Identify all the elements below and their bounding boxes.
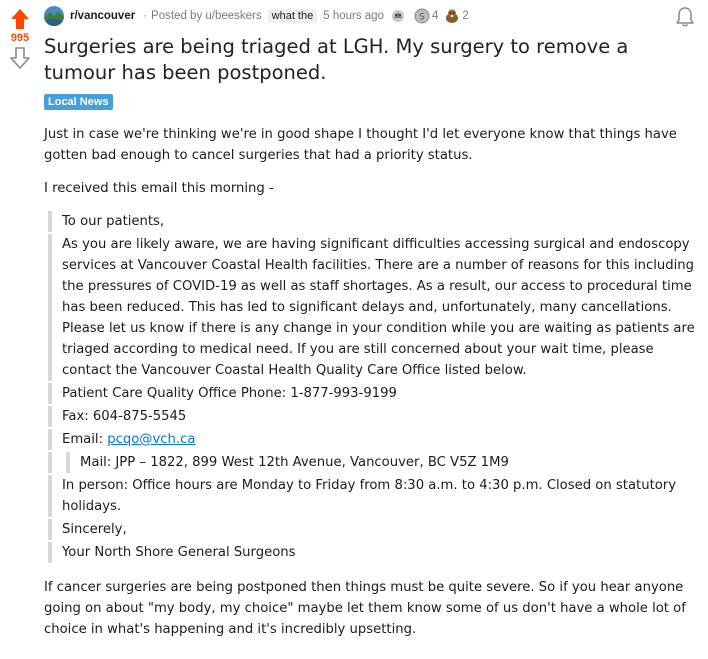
nested-quote: Mail: JPP – 1822, 899 West 12th Avenue, Vancouver, BC V5Z 1M9 bbox=[66, 452, 696, 473]
upvote-arrow-icon[interactable] bbox=[10, 8, 30, 30]
award-icon bbox=[390, 8, 406, 24]
quote-line: In person: Office hours are Monday to Friday from 8:30 a.m. to 4:30 p.m. Closed on statutory holidays. bbox=[48, 475, 696, 517]
quote-line-nested bbox=[48, 452, 696, 473]
notification-bell-icon[interactable] bbox=[674, 6, 696, 28]
svg-text:S: S bbox=[419, 12, 425, 23]
quote-line: To our patients, bbox=[48, 211, 696, 232]
subreddit-icon[interactable] bbox=[44, 6, 64, 26]
award-count: 2 bbox=[462, 10, 469, 22]
quote-line: As you are likely aware, we are having significant difficulties accessing surgical and endoscopy services at Vancouver Coastal Health facilities. There are a number of reasons for this including the pressures of COVID-19 as well as staff shortages. As a result, our access to procedural time has been reduced. This has led to significant delays and, unfortunately, many cancellations. Please let us know if there is any change in your condition while you are waiting as patients are triaged according to medical need. If you are still concerned about your wait time, please contact the Vancouver Coastal Health Quality Care Office listed below. bbox=[48, 234, 696, 381]
quote-line: Patient Care Quality Office Phone: 1-877-993-9199 bbox=[48, 383, 696, 404]
post-title[interactable]: Surgeries are being triaged at LGH. My surgery to remove a tumour has been postponed. bbox=[44, 35, 629, 84]
email-link[interactable]: pcqo@vch.ca bbox=[107, 432, 196, 447]
award-2[interactable] bbox=[414, 8, 438, 24]
vote-column bbox=[0, 0, 40, 69]
body-paragraph: I received this email this morning - bbox=[44, 181, 274, 196]
post-body bbox=[44, 124, 696, 640]
vote-score: 995 bbox=[10, 32, 30, 44]
posted-by[interactable]: Posted by u/beeskers bbox=[151, 10, 262, 22]
quote-line: Fax: 604-875-5545 bbox=[48, 406, 696, 427]
email-quote bbox=[44, 211, 696, 563]
award-3[interactable] bbox=[444, 8, 468, 24]
user-flair: what the bbox=[268, 9, 318, 23]
post-time[interactable]: 5 hours ago bbox=[323, 10, 384, 22]
quote-line: Sincerely, bbox=[48, 519, 696, 540]
beaver-award-icon bbox=[444, 8, 460, 24]
separator-dot: · bbox=[143, 10, 148, 22]
subreddit-name[interactable]: r/vancouver bbox=[70, 10, 136, 22]
award-1[interactable] bbox=[390, 8, 408, 24]
post-content bbox=[44, 0, 696, 652]
body-paragraph: Just in case we're thinking we're in good shape I thought I'd let everyone know that things have gotten bad enough to cancel surgeries that had a priority status. bbox=[44, 127, 677, 163]
body-paragraph: If cancer surgeries are being postponed then things must be quite severe. So if you hear anyone going on about "my body, my choice" maybe let them know some of us don't have a whole lot of choice in what's happening and it's incredibly upsetting. bbox=[44, 580, 686, 637]
award-count: 4 bbox=[431, 10, 439, 22]
email-label: Email: bbox=[62, 432, 108, 447]
silver-coin-icon bbox=[414, 8, 430, 24]
post-meta bbox=[44, 0, 696, 32]
downvote-arrow-icon[interactable] bbox=[10, 47, 30, 69]
quote-line: Your North Shore General Surgeons bbox=[48, 542, 696, 563]
post-flair[interactable]: Local News bbox=[44, 94, 113, 110]
quote-line-email bbox=[48, 429, 696, 450]
